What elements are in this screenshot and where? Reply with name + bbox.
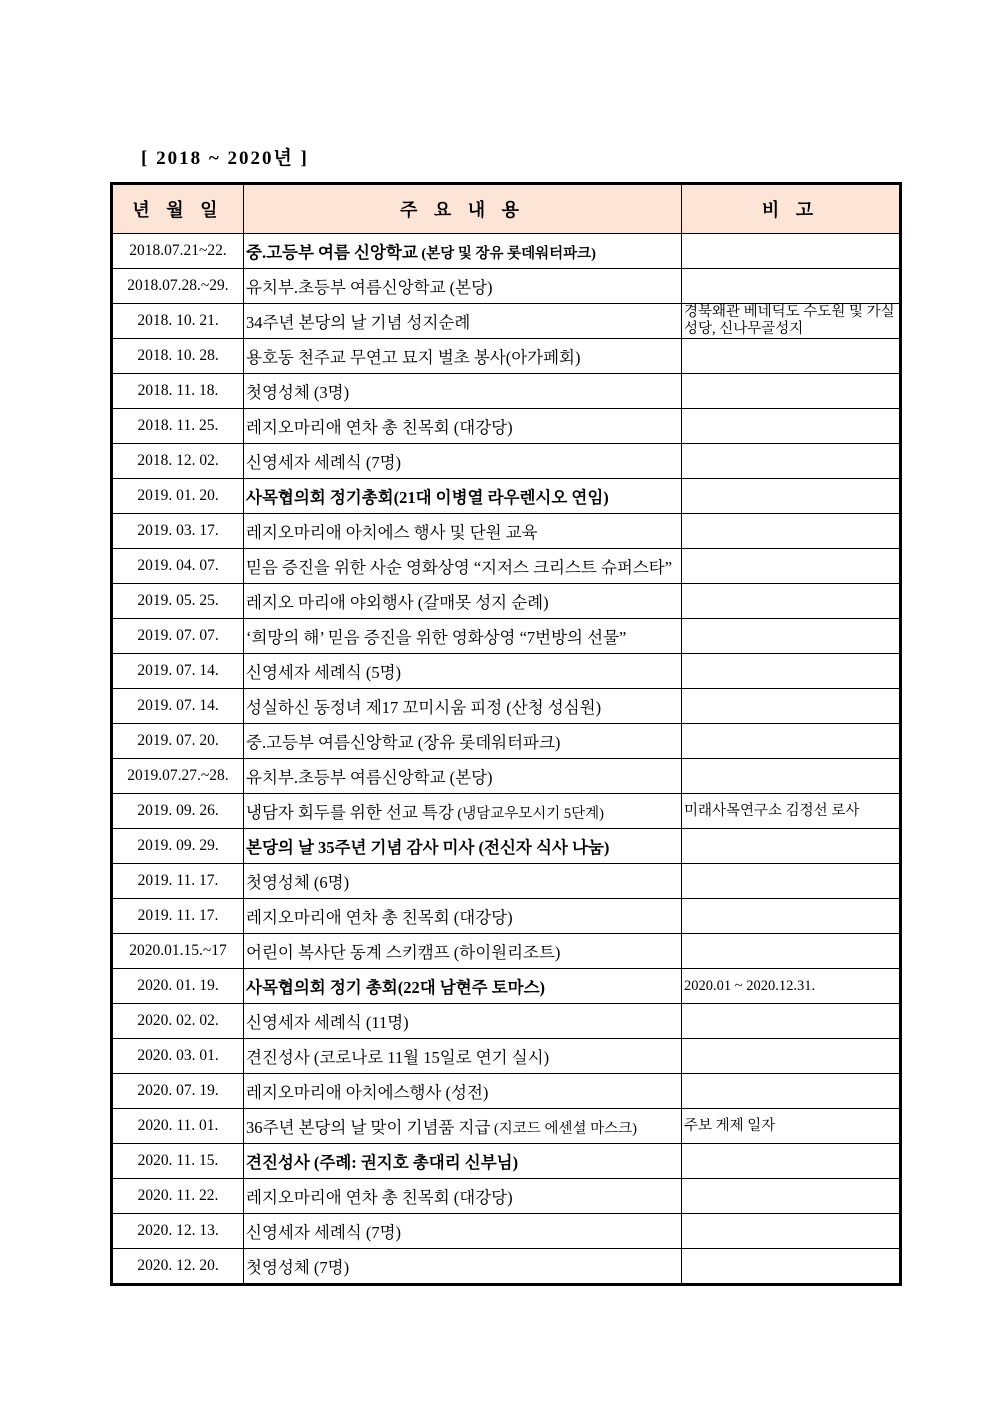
remark-cell: [682, 1249, 901, 1285]
table-row: [112, 654, 901, 689]
date-cell: 2019. 09. 26.: [112, 794, 244, 829]
content-cell: [244, 759, 682, 794]
content-cell: [244, 479, 682, 514]
content-cell: [244, 409, 682, 444]
remark-cell: [682, 759, 901, 794]
remark-cell: [682, 1214, 901, 1249]
remark-cell: [682, 479, 901, 514]
content-text: 용호동 천주교 무연고 묘지 벌초 봉사(아가페회): [246, 348, 581, 368]
content-text-small: (지코드 에센셜 마스크): [490, 1121, 637, 1138]
remark-cell: [682, 689, 901, 724]
table-row: [112, 899, 901, 934]
content-cell: [244, 514, 682, 549]
content-cell: [244, 269, 682, 304]
date-cell: 2019. 01. 20.: [112, 479, 244, 514]
table-row: [112, 759, 901, 794]
table-row: [112, 1214, 901, 1249]
header-remark: 비 고: [682, 184, 901, 234]
date-cell: 2018. 12. 02.: [112, 444, 244, 479]
remark-cell: [682, 269, 901, 304]
date-cell: 2020. 11. 15.: [112, 1144, 244, 1179]
remark-cell: [682, 374, 901, 409]
date-cell: 2018.07.28.~29.: [112, 269, 244, 304]
content-cell: [244, 1214, 682, 1249]
content-text: 사목협의회 정기 총회(22대 남현주 토마스): [246, 978, 546, 998]
remark-cell: [682, 444, 901, 479]
remark-cell: [682, 829, 901, 864]
remark-cell: [682, 1074, 901, 1109]
table-row: [112, 829, 901, 864]
table-row: [112, 374, 901, 409]
content-cell: [244, 374, 682, 409]
content-text: 어린이 복사단 동계 스키캠프 (하이원리조트): [246, 943, 561, 963]
table-row: [112, 689, 901, 724]
table-row: [112, 969, 901, 1004]
remark-cell: [682, 1039, 901, 1074]
date-cell: 2019. 09. 29.: [112, 829, 244, 864]
date-cell: 2020. 01. 19.: [112, 969, 244, 1004]
content-cell: [244, 1144, 682, 1179]
date-cell: 2019. 11. 17.: [112, 864, 244, 899]
table-row: [112, 1074, 901, 1109]
content-text: 믿음 증진을 위한 사순 영화상영 “지저스 크리스트 슈퍼스타”: [246, 558, 673, 578]
remark-cell: [682, 514, 901, 549]
header-date: 년 월 일: [112, 184, 244, 234]
content-cell: [244, 689, 682, 724]
remark-cell: 미래사목연구소 김정선 로사: [682, 794, 901, 829]
content-cell: [244, 1249, 682, 1285]
remark-cell: [682, 549, 901, 584]
header-content: 주 요 내 용: [244, 184, 682, 234]
date-cell: 2019. 07. 14.: [112, 689, 244, 724]
content-text: 36주년 본당의 날 맞이 기념품 지급: [246, 1118, 491, 1138]
content-cell: [244, 724, 682, 759]
date-cell: 2018. 10. 28.: [112, 339, 244, 374]
remark-cell: [682, 864, 901, 899]
remark-cell: 주보 게제 일자: [682, 1109, 901, 1144]
table-row: [112, 584, 901, 619]
content-text: 신영세자 세례식 (7명): [246, 1223, 402, 1243]
content-text: ‘희망의 해’ 믿음 증진을 위한 영화상영 “7번방의 선물”: [246, 628, 627, 648]
content-text: 첫영성체 (6명): [246, 873, 350, 893]
page-title: [ 2018 ~ 2020년 ]: [141, 148, 309, 169]
remark-cell: [682, 619, 901, 654]
table-row: [112, 1109, 901, 1144]
content-cell: [244, 549, 682, 584]
history-table: [110, 182, 902, 1286]
content-cell: [244, 1039, 682, 1074]
header-row: [112, 184, 901, 234]
content-cell: [244, 864, 682, 899]
content-cell: [244, 899, 682, 934]
table-row: [112, 794, 901, 829]
content-cell: [244, 1074, 682, 1109]
content-cell: [244, 619, 682, 654]
content-cell: [244, 444, 682, 479]
content-cell: [244, 1179, 682, 1214]
content-text: 냉담자 회두를 위한 선교 특강: [246, 803, 454, 823]
remark-cell: [682, 1144, 901, 1179]
table-body: [112, 234, 901, 1285]
remark-cell: [682, 339, 901, 374]
date-cell: 2019. 07. 07.: [112, 619, 244, 654]
table-row: [112, 444, 901, 479]
content-text: 34주년 본당의 날 기념 성지순례: [246, 313, 471, 333]
content-text: 사목협의회 정기총회(21대 이병열 라우렌시오 연임): [246, 488, 609, 508]
date-cell: 2020. 07. 19.: [112, 1074, 244, 1109]
content-cell: [244, 794, 682, 829]
remark-cell: [682, 584, 901, 619]
table-row: [112, 549, 901, 584]
date-cell: 2020. 12. 20.: [112, 1249, 244, 1285]
content-text: 중.고등부 여름신앙학교 (장유 롯데워터파크): [246, 733, 561, 753]
table-row: [112, 409, 901, 444]
content-cell: [244, 654, 682, 689]
table-row: [112, 514, 901, 549]
content-text: 성실하신 동정녀 제17 꼬미시움 피정 (산청 성심원): [246, 698, 602, 718]
content-text: 신영세자 세례식 (11명): [246, 1013, 409, 1033]
content-text: 레지오마리애 연차 총 친목회 (대강당): [246, 1188, 513, 1208]
content-cell: [244, 339, 682, 374]
content-cell: [244, 584, 682, 619]
content-text: 레지오 마리애 야외행사 (갈매못 성지 순례): [246, 593, 549, 613]
remark-cell: [682, 899, 901, 934]
content-cell: [244, 234, 682, 269]
table-row: [112, 304, 901, 339]
content-text: 첫영성체 (7명): [246, 1258, 350, 1278]
content-cell: [244, 1004, 682, 1039]
content-cell: [244, 304, 682, 339]
table-header: [112, 184, 901, 234]
content-text-small: (본당 및 장유 롯데워터파크): [417, 246, 596, 262]
content-text: 유치부.초등부 여름신앙학교 (본당): [246, 278, 493, 297]
content-text: 첫영성체 (3명): [246, 383, 350, 403]
remark-cell: [682, 724, 901, 759]
table-row: [112, 1249, 901, 1285]
remark-cell: [682, 1004, 901, 1039]
content-text-small: (냉담교우모시기 5단계): [453, 806, 605, 823]
date-cell: 2020. 03. 01.: [112, 1039, 244, 1074]
date-cell: 2019. 11. 17.: [112, 899, 244, 934]
content-text: 중.고등부 여름 신앙학교: [246, 243, 418, 262]
table-row: [112, 619, 901, 654]
date-cell: 2018. 11. 18.: [112, 374, 244, 409]
content-cell: [244, 1109, 682, 1144]
content-text: 본당의 날 35주년 기념 감사 미사 (전신자 식사 나눔): [246, 838, 610, 858]
date-cell: 2019.07.27.~28.: [112, 759, 244, 794]
date-cell: 2020. 11. 01.: [112, 1109, 244, 1144]
table-row: [112, 934, 901, 969]
content-cell: [244, 969, 682, 1004]
content-text: 레지오마리애 아치에스행사 (성전): [246, 1083, 489, 1103]
date-cell: 2019. 07. 14.: [112, 654, 244, 689]
table-row: [112, 269, 901, 304]
table-row: [112, 1144, 901, 1179]
content-text: 레지오마리애 연차 총 친목회 (대강당): [246, 908, 513, 928]
table-row: [112, 339, 901, 374]
content-text: 신영세자 세례식 (5명): [246, 663, 402, 683]
content-text: 레지오마리애 연차 총 친목회 (대강당): [246, 418, 513, 438]
remark-cell: [682, 1179, 901, 1214]
table-row: [112, 234, 901, 269]
remark-cell: [682, 409, 901, 444]
table-row: [112, 1004, 901, 1039]
date-cell: 2019. 04. 07.: [112, 549, 244, 584]
content-text: 신영세자 세례식 (7명): [246, 453, 402, 473]
content-text: 견진성사 (주례: 권지호 총대리 신부님): [246, 1153, 519, 1173]
date-cell: 2018.07.21~22.: [112, 234, 244, 269]
date-cell: 2020.01.15.~17: [112, 934, 244, 969]
remark-cell: [682, 934, 901, 969]
content-text: 견진성사 (코로나로 11월 15일로 연기 실시): [246, 1048, 550, 1068]
remark-cell: 2020.01 ~ 2020.12.31.: [682, 969, 901, 1004]
date-cell: 2019. 05. 25.: [112, 584, 244, 619]
table-row: [112, 864, 901, 899]
table-row: [112, 479, 901, 514]
date-cell: 2018. 11. 25.: [112, 409, 244, 444]
table-row: [112, 724, 901, 759]
table-row: [112, 1179, 901, 1214]
date-cell: 2019. 07. 20.: [112, 724, 244, 759]
date-cell: 2020. 02. 02.: [112, 1004, 244, 1039]
remark-cell: [682, 234, 901, 269]
table-row: [112, 1039, 901, 1074]
content-cell: [244, 934, 682, 969]
content-cell: [244, 829, 682, 864]
content-text: 유치부.초등부 여름신앙학교 (본당): [246, 768, 493, 788]
remark-cell: [682, 654, 901, 689]
date-cell: 2019. 03. 17.: [112, 514, 244, 549]
date-cell: 2018. 10. 21.: [112, 304, 244, 339]
remark-cell: 경북왜관 베네딕도 수도원 및 가실성당, 신나무골성지: [682, 304, 901, 339]
content-text: 레지오마리애 아치에스 행사 및 단원 교육: [246, 523, 538, 543]
date-cell: 2020. 11. 22.: [112, 1179, 244, 1214]
date-cell: 2020. 12. 13.: [112, 1214, 244, 1249]
